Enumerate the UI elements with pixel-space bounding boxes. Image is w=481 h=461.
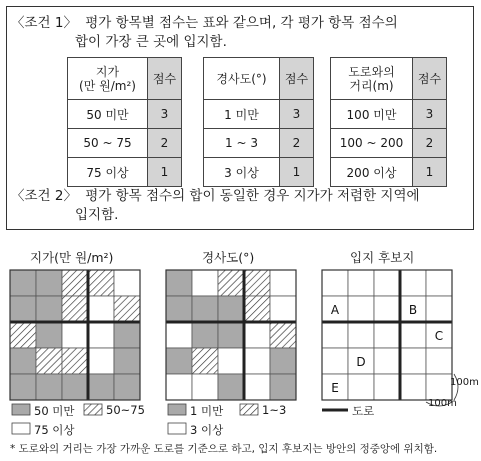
land-price-score: 1 — [148, 158, 182, 187]
site-cell — [322, 348, 348, 374]
slope-cell — [270, 348, 296, 374]
scale-horizontal-label: 100m — [428, 398, 457, 409]
site-cell — [322, 322, 348, 348]
slope-cell — [270, 270, 296, 296]
site-map — [322, 270, 458, 406]
legend-road: 도로 — [352, 404, 375, 418]
land-price-cell — [114, 374, 140, 400]
condition1-label: 〈조건 1〉 — [11, 15, 77, 31]
land-price-cell — [62, 296, 88, 322]
site-E: E — [331, 381, 339, 395]
site-cell — [426, 348, 452, 374]
land-price-cell — [62, 270, 88, 296]
legend-slope-low: 1 미만 — [190, 404, 224, 418]
site-C: C — [434, 329, 444, 343]
site-cell — [374, 270, 400, 296]
legend-price-high: 75 이상 — [34, 423, 75, 437]
road-distance-score: 2 — [413, 129, 447, 158]
road-distance-range: 200 이상 — [331, 158, 413, 187]
slope-cell — [244, 348, 270, 374]
slope-range: 1 ~ 3 — [204, 129, 280, 158]
condition2-text2: 입지함. — [75, 207, 119, 223]
site-cell — [426, 270, 452, 296]
slope-map-title: 경사도(°) — [202, 250, 255, 265]
site-cell — [348, 374, 374, 400]
legend-price-low: 50 미만 — [34, 404, 75, 418]
legend-swatch-slope-high — [168, 423, 186, 434]
site-cell — [374, 322, 400, 348]
slope-cell — [192, 322, 218, 348]
land-price-score: 3 — [148, 100, 182, 129]
slope-range: 3 이상 — [204, 158, 280, 187]
site-cell — [426, 296, 452, 322]
site-cell — [426, 374, 452, 400]
condition1-text2: 합이 가장 큰 곳에 입지함. — [75, 34, 227, 50]
land-price-map — [10, 270, 140, 400]
slope-cell — [218, 374, 244, 400]
site-cell — [374, 296, 400, 322]
slope-score: 1 — [280, 158, 314, 187]
land-price-cell — [88, 348, 114, 374]
land-price-cell — [36, 270, 62, 296]
site-cell — [400, 270, 426, 296]
land-price-cell — [62, 374, 88, 400]
slope-cell — [244, 296, 270, 322]
slope-cell — [270, 322, 296, 348]
land-price-range: 50 미만 — [68, 100, 148, 129]
slope-cell — [218, 322, 244, 348]
site-cell — [348, 270, 374, 296]
slope-score-header: 점수 — [280, 58, 314, 100]
land-price-cell — [114, 322, 140, 348]
slope-cell — [166, 270, 192, 296]
site-cell — [400, 322, 426, 348]
road-distance-header-2: 거리(m) — [349, 78, 394, 93]
slope-map — [166, 270, 296, 400]
land-price-cell — [88, 374, 114, 400]
legend-swatch-price-low — [12, 404, 30, 415]
land-price-score-header: 점수 — [148, 58, 182, 100]
land-price-cell — [62, 348, 88, 374]
legend-slope-mid: 1~3 — [262, 403, 287, 417]
land-price-range: 75 이상 — [68, 158, 148, 187]
scale-vertical-label: 100m — [450, 377, 479, 388]
slope-score: 2 — [280, 129, 314, 158]
slope-cell — [192, 270, 218, 296]
land-price-cell — [114, 270, 140, 296]
land-price-cell — [114, 296, 140, 322]
site-B: B — [408, 303, 418, 317]
legend-swatch-slope-low — [168, 404, 186, 415]
slope-range: 1 미만 — [204, 100, 280, 129]
road-distance-range: 100 ~ 200 — [331, 129, 413, 158]
slope-cell — [270, 296, 296, 322]
land-price-cell — [88, 296, 114, 322]
site-cell — [400, 374, 426, 400]
land-price-header-1: 지가 — [95, 64, 120, 79]
site-cell — [374, 348, 400, 374]
land-price-cell — [10, 374, 36, 400]
land-price-cell — [36, 322, 62, 348]
slope-cell — [166, 296, 192, 322]
land-price-cell — [88, 270, 114, 296]
slope-cell — [166, 348, 192, 374]
road-distance-score: 3 — [413, 100, 447, 129]
land-price-cell — [88, 322, 114, 348]
slope-score: 3 — [280, 100, 314, 129]
site-A: A — [330, 303, 340, 317]
slope-cell — [218, 348, 244, 374]
legend-swatch-price-mid — [84, 404, 102, 415]
legend-price-mid: 50~75 — [106, 403, 145, 417]
site-cell — [348, 296, 374, 322]
slope-cell — [218, 296, 244, 322]
slope-cell — [244, 270, 270, 296]
condition1-text1: 평가 항목별 점수는 표와 같으며, 각 평가 항목 점수의 — [85, 15, 398, 31]
legend-slope-high: 3 이상 — [190, 423, 224, 437]
land-price-cell — [10, 296, 36, 322]
site-cell — [322, 270, 348, 296]
slope-cell — [192, 374, 218, 400]
land-price-header-2: (만 원/m²) — [79, 78, 136, 93]
slope-cell — [218, 270, 244, 296]
slope-cell — [192, 296, 218, 322]
land-price-cell — [10, 270, 36, 296]
site-cell — [374, 374, 400, 400]
condition2-text1: 평가 항목 점수의 합이 동일한 경우 지가가 저렴한 지역에 — [85, 188, 420, 204]
land-price-map-title: 지가(만 원/m²) — [30, 250, 114, 265]
land-price-cell — [36, 374, 62, 400]
legend-swatch-price-high — [12, 423, 30, 434]
site-cell — [400, 348, 426, 374]
road-distance-score-header: 점수 — [413, 58, 447, 100]
slope-cell — [166, 322, 192, 348]
land-price-cell — [36, 348, 62, 374]
legend-swatch-slope-mid — [240, 404, 258, 415]
road-distance-header-1: 도로와의 — [348, 64, 395, 79]
slope-cell — [244, 374, 270, 400]
land-price-cell — [10, 348, 36, 374]
slope-cell — [166, 374, 192, 400]
land-price-cell — [10, 322, 36, 348]
site-D: D — [356, 355, 366, 369]
site-map-title: 입지 후보지 — [350, 250, 415, 265]
road-distance-range: 100 미만 — [331, 100, 413, 129]
slope-cell — [270, 374, 296, 400]
land-price-cell — [114, 348, 140, 374]
site-cell — [348, 322, 374, 348]
slope-cell — [192, 348, 218, 374]
land-price-cell — [36, 296, 62, 322]
land-price-score: 2 — [148, 129, 182, 158]
land-price-range: 50 ~ 75 — [68, 129, 148, 158]
footnote: * 도로와의 거리는 가장 가까운 도로를 기준으로 하고, 입지 후보지는 방안의 정중앙에 위치함. — [10, 443, 438, 455]
slope-header: 경사도(°) — [204, 58, 280, 100]
land-price-cell — [62, 322, 88, 348]
condition2-label: 〈조건 2〉 — [11, 188, 77, 204]
road-distance-score: 1 — [413, 158, 447, 187]
slope-cell — [244, 322, 270, 348]
